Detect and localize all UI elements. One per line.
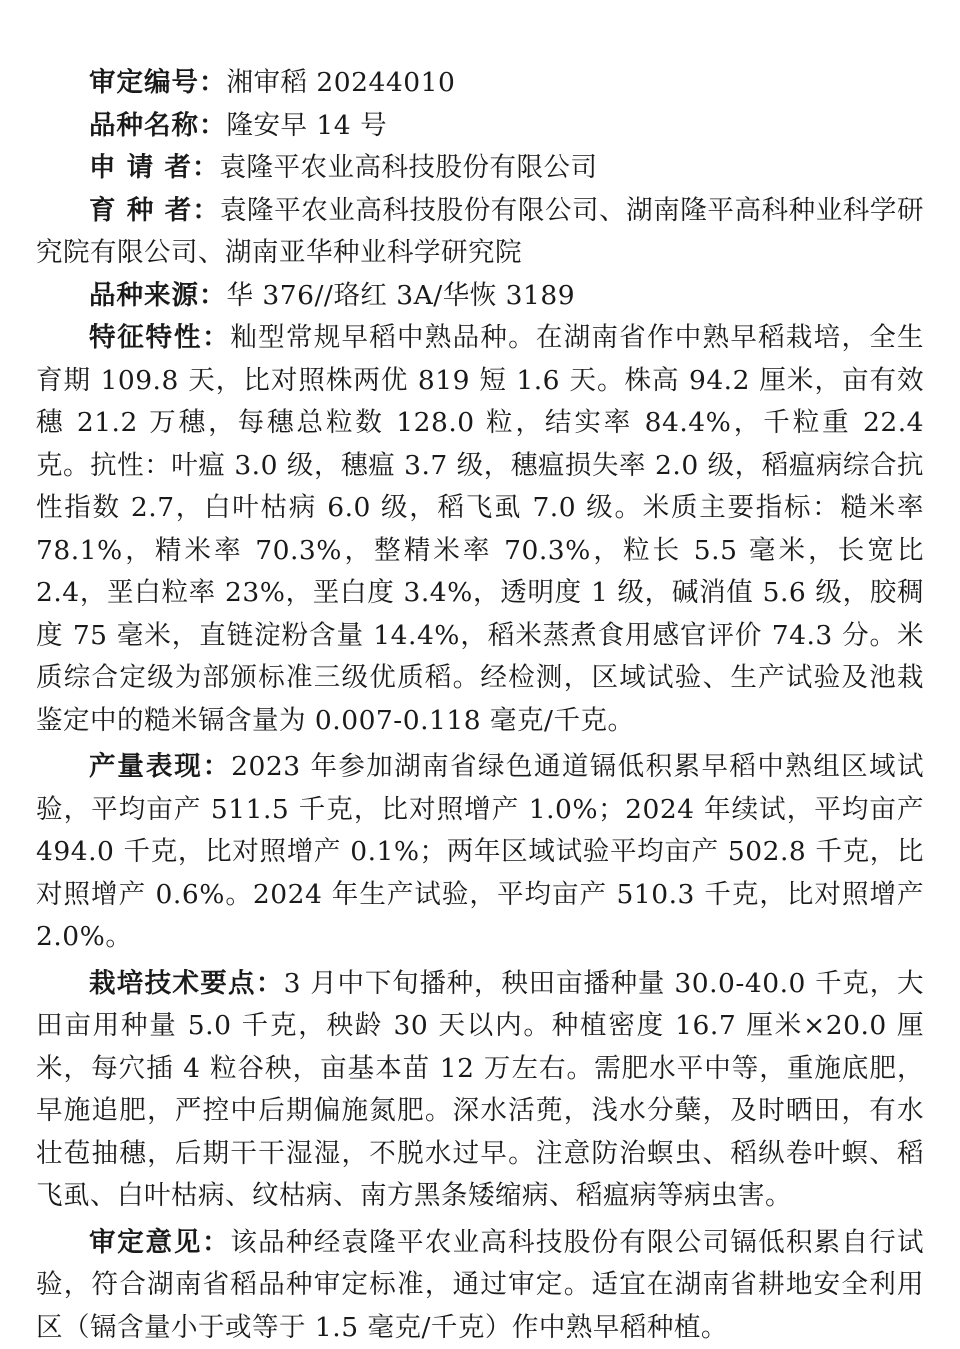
field-label: 品种来源： — [89, 280, 227, 311]
field-value: 湘审稻 20244010 — [227, 67, 456, 98]
field-label: 申 请 者： — [89, 152, 219, 183]
field-value: 华 376//珞红 3A/华恢 3189 — [227, 280, 576, 311]
field-characteristics — [36, 317, 924, 742]
field-value: 隆安早 14 号 — [227, 110, 388, 141]
field-value: 2023 年参加湖南省绿色通道镉低积累早稻中熟组区域试验，平均亩产 511.5 千克，比对照增产 1.0%；2024 年续试，平均亩产 494.0 千克，比对照增产 0.1%；两年区域试验平均亩产 502.8 千克，比对照增产 0.6%。2024 年生产试验，平均亩产 510.3 千克，比对照增产 2.0%。 — [36, 751, 924, 952]
field-label: 审定编号： — [89, 67, 227, 98]
field-variety-name — [36, 105, 924, 148]
field-applicant — [36, 147, 924, 190]
field-value: 袁隆平农业高科技股份有限公司、湖南隆平高科种业科学研究院有限公司、湖南亚华种业科学研究院 — [36, 195, 924, 269]
field-label: 特征特性： — [89, 322, 230, 353]
field-value: 该品种经袁隆平农业高科技股份有限公司镉低积累自行试验，符合湖南省稻品种审定标准，通过审定。适宜在湖南省耕地安全利用区（镉含量小于或等于 1.5 毫克/千克）作中熟早稻种植。 — [36, 1227, 924, 1343]
field-value: 籼型常规早稻中熟品种。在湖南省作中熟早稻栽培，全生育期 109.8 天，比对照株两优 819 短 1.6 天。株高 94.2 厘米，亩有效穗 21.2 万穗，每穗总粒数 128.0 粒，结实率 84.4%，千粒重 22.4 克。抗性：叶瘟 3.0 级，穗瘟 3.7 级，穗瘟损失率 2.0 级，稻瘟病综合抗性指数 2.7，白叶枯病 6.0 级，稻飞虱 7.0 级。米质主要指标：糙米率 78.1%，精米率 70.3%，整精米率 70.3%，粒长 5.5 毫米，长宽比 2.4，垩白粒率 23%，垩白度 3.4%，透明度 1 级，碱消值 5.6 级，胶稠度 75 毫米，直链淀粉含量 14.4%，稻米蒸煮食用感官评价 74.3 分。米质综合定级为部颁标准三级优质稻。经检测，区域试验、生产试验及池栽鉴定中的糙米镉含量为 0.007-0.118 毫克/千克。 — [36, 322, 924, 736]
field-approval-opinion — [36, 1222, 924, 1349]
field-label: 育 种 者： — [89, 195, 220, 226]
field-label: 品种名称： — [89, 110, 227, 141]
field-label: 审定意见： — [89, 1227, 230, 1258]
field-label: 产量表现： — [89, 751, 231, 782]
field-yield-performance — [36, 746, 924, 959]
field-breeder — [36, 190, 924, 275]
field-value: 袁隆平农业高科技股份有限公司 — [219, 152, 597, 183]
field-cultivation-points — [36, 963, 924, 1218]
field-variety-source — [36, 275, 924, 318]
field-value: 3 月中下旬播种，秧田亩播种量 30.0-40.0 千克，大田亩用种量 5.0 千克，秧龄 30 天以内。种植密度 16.7 厘米×20.0 厘米，每穴插 4 粒谷秧，亩基本苗 12 万左右。需肥水平中等，重施底肥，早施追肥，严控中后期偏施氮肥。深水活蔸，浅水分蘖，及时晒田，有水壮苞抽穗，后期干干湿湿，不脱水过早。注意防治螟虫、稻纵卷叶螟、稻飞虱、白叶枯病、纹枯病、南方黑条矮缩病、稻瘟病等病虫害。 — [36, 968, 924, 1212]
field-label: 栽培技术要点： — [89, 968, 284, 999]
field-approval-number — [36, 62, 924, 105]
